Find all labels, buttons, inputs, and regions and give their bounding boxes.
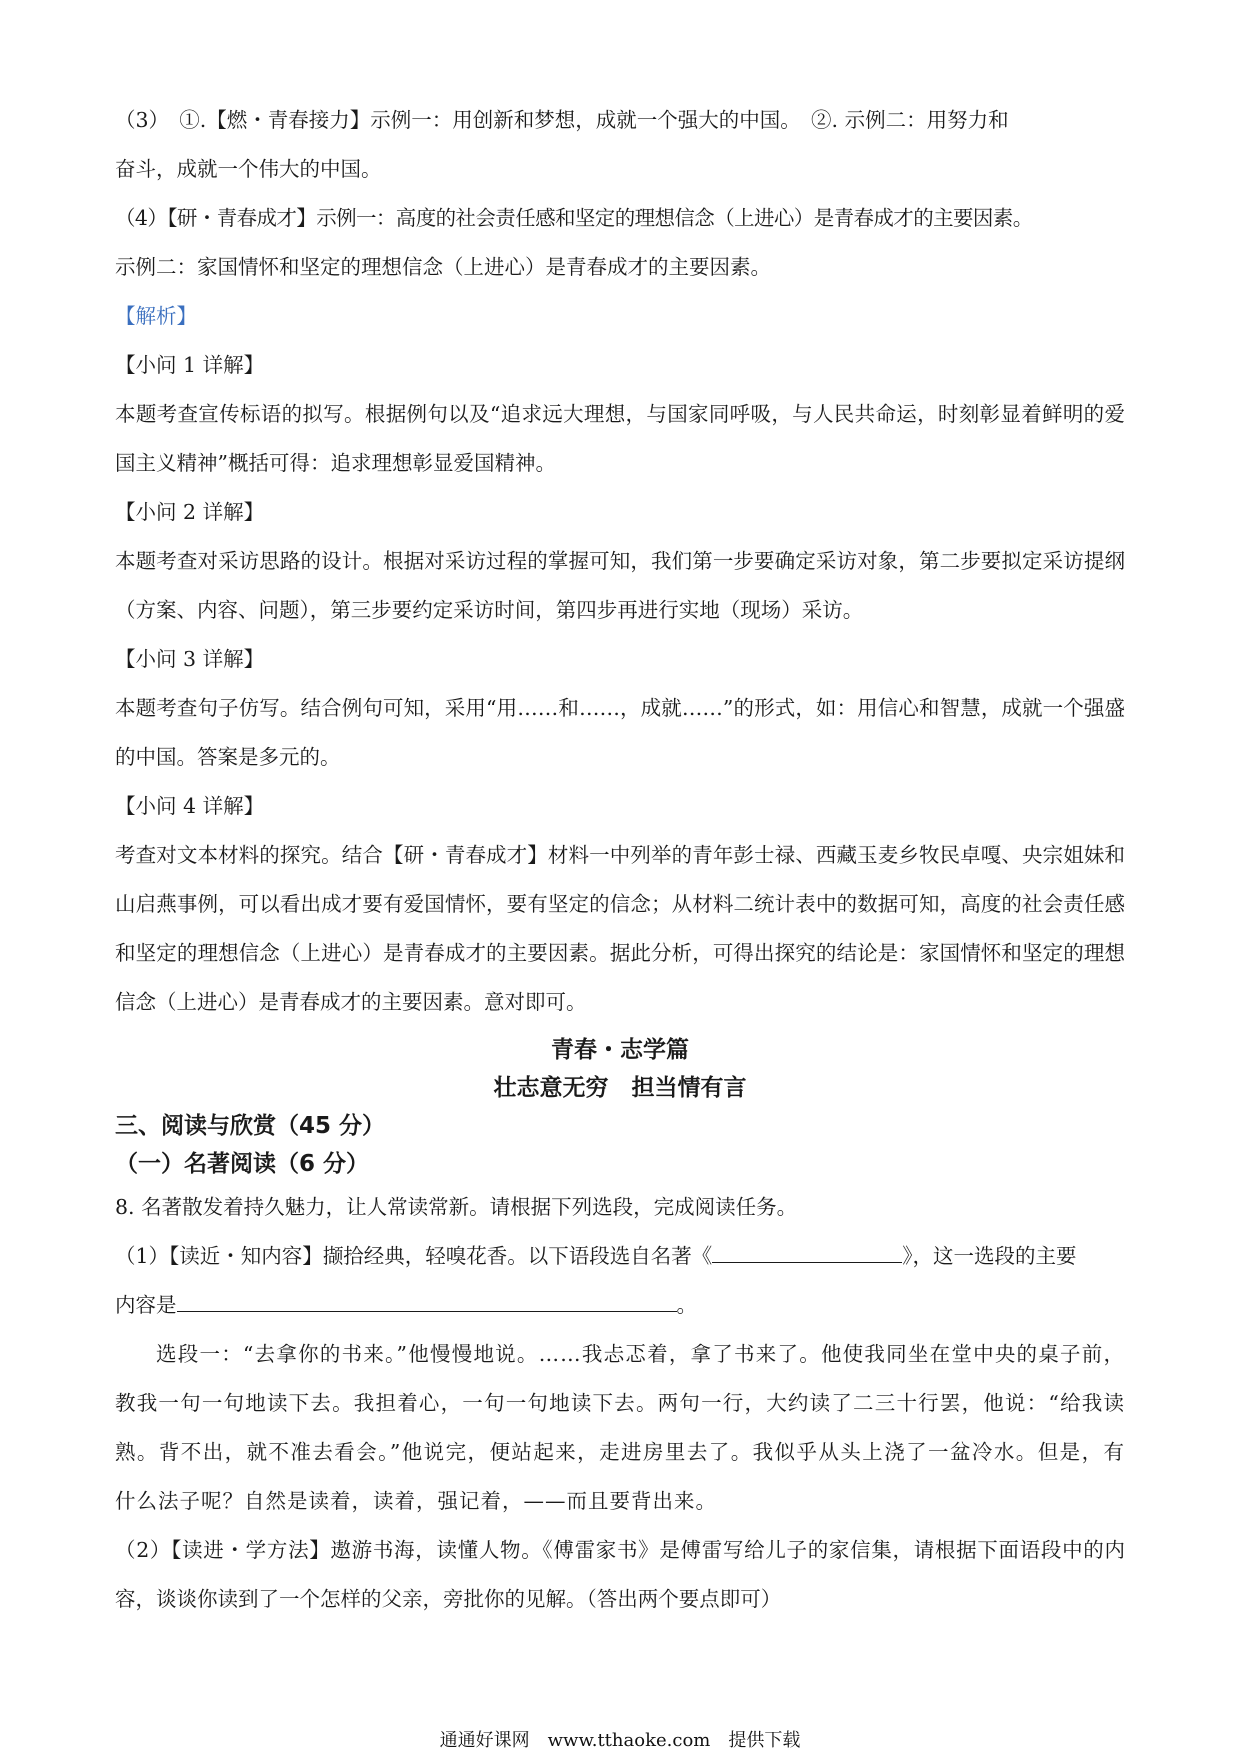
part-subtitle: 壮志意无穷 担当情有言 (493, 1075, 747, 1101)
excerpt-1: 选段一：“去拿你的书来。”他慢慢地说。……我忐忑着，拿了书来了。他使我同坐在堂中央的桌子前，教我一句一句地读下去。我担着心，一句一句地读下去。两句一行，大约读了二三十行罢，他说：“给我读熟。背不出，就不准去看会。”他说完，便站起来，走进房里去了。我似乎从头上浇了一盆冷水。但是，有什么法子呢？自然是读着，读着，强记着，——而且要背出来。 (115, 1342, 1125, 1513)
question-8-1 (115, 1232, 1125, 1281)
sub3-text: 本题考查句子仿写。结合例句可知，采用“用……和……，成就……”的形式，如：用信心和智慧，成就一个强盛的中国。答案是多元的。 (115, 696, 1125, 769)
sub4-title: 【小问 4 详解】 (115, 794, 265, 818)
answer-q3-line2: 奋斗，成就一个伟大的中国。 (115, 157, 382, 181)
part-title: 青春・志学篇 (551, 1037, 689, 1063)
q1-text-c: 内容是 (115, 1293, 177, 1317)
sub1-title: 【小问 1 详解】 (115, 353, 265, 377)
sub3-title: 【小问 3 详解】 (115, 647, 265, 671)
sub4-text: 考查对文本材料的探究。结合【研・青春成才】材料一中列举的青年彭士禄、西藏玉麦乡牧民卓嘎、央宗姐妹和山启燕事例，可以看出成才要有爱国情怀，要有坚定的信念；从材料二统计表中的数据可知，高度的社会责任感和坚定的理想信念（上进心）是青春成才的主要因素。据此分析，可得出探究的结论是：家国情怀和坚定的理想信念（上进心）是青春成才的主要因素。意对即可。 (115, 843, 1125, 1014)
sub2-text: 本题考查对采访思路的设计。根据对采访过程的掌握可知，我们第一步要确定采访对象，第二步要拟定采访提纲（方案、内容、问题），第三步要约定采访时间，第四步再进行实地（现场）采访。 (115, 549, 1125, 622)
content-blank[interactable] (177, 1287, 677, 1312)
question-8-1-content (115, 1281, 1125, 1330)
answer-q3-line1: （3） ①.【燃・青春接力】示例一：用创新和梦想，成就一个强大的中国。 ②. 示例二：用努力和 (115, 108, 1009, 132)
analysis-label: 【解析】 (115, 304, 197, 328)
document-page (115, 96, 1125, 1624)
q1-text-b: 》，这一选段的主要 (902, 1244, 1077, 1268)
section-3-1-heading: （一）名著阅读（6 分） (115, 1151, 370, 1177)
answer-q4-line1: （4）【研・青春成才】示例一：高度的社会责任感和坚定的理想信念（上进心）是青春成才的主要因素。 (115, 206, 1033, 230)
answer-q4-line2: 示例二：家国情怀和坚定的理想信念（上进心）是青春成才的主要因素。 (115, 255, 771, 279)
sub1-text: 本题考查宣传标语的拟写。根据例句以及“追求远大理想，与国家同呼吸，与人民共命运，时刻彰显着鲜明的爱国主义精神”概括可得：追求理想彰显爱国精神。 (115, 402, 1125, 475)
question-8-intro: 8. 名著散发着持久魅力，让人常读常新。请根据下列选段，完成阅读任务。 (115, 1195, 798, 1219)
section-3-heading: 三、阅读与欣赏（45 分） (115, 1113, 386, 1139)
q1-text-a: （1）【读近・知内容】撷拾经典，轻嗅花香。以下语段选自名著《 (115, 1244, 713, 1268)
sub2-title: 【小问 2 详解】 (115, 500, 265, 524)
question-8-2: （2）【读进・学方法】遨游书海，读懂人物。《傅雷家书》是傅雷写给儿子的家信集，请根据下面语段中的内容，谈谈你读到了一个怎样的父亲，旁批你的见解。（答出两个要点即可） (115, 1538, 1125, 1611)
q1-text-d: 。 (676, 1293, 697, 1317)
footer-source: 通通好课网 www.tthaoke.com 提供下载 (439, 1730, 801, 1751)
book-title-blank[interactable] (712, 1238, 902, 1263)
